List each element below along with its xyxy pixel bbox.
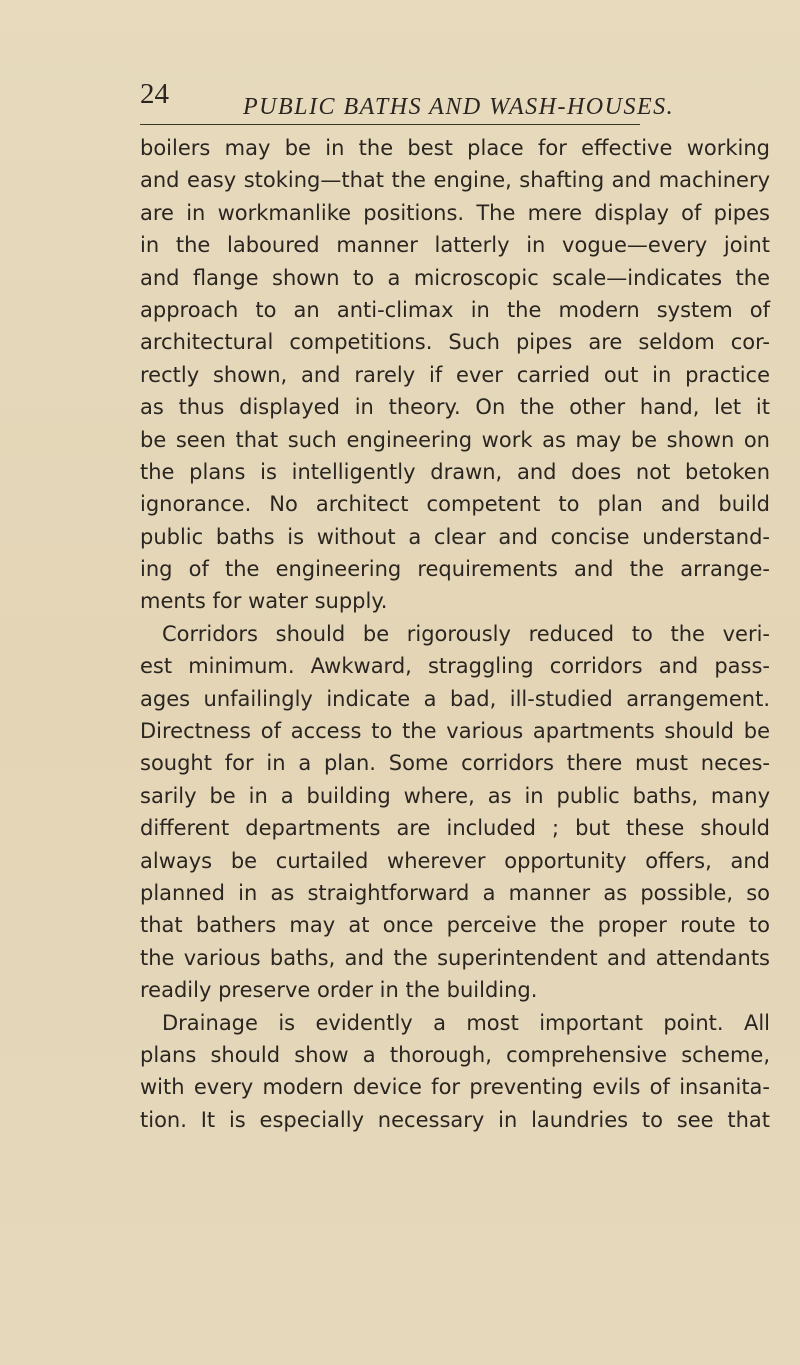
text-line: approach to an anti-climax in the modern system of (140, 297, 770, 322)
text-line: different departments are included ; but these should (140, 816, 770, 841)
text-line: Directness of access to the various apartments should be (140, 719, 770, 744)
text-line: with every modern device for preventing evils of insanita- (140, 1075, 770, 1100)
text-line: and easy stoking—that the engine, shafting and machinery (140, 168, 770, 193)
text-line: are in workmanlike positions. The mere display of pipes (140, 200, 770, 225)
text-line: architectural competitions. Such pipes are seldom cor- (140, 330, 770, 355)
text-line: rectly shown, and rarely if ever carried out in practice (140, 362, 770, 387)
text-line: tion. It is especially necessary in laundries to see that (140, 1107, 770, 1132)
text-line: always be curtailed wherever opportunity offers, and (140, 848, 770, 873)
text-line: sarily be in a building where, as in public baths, many (140, 783, 770, 808)
text-line: Drainage is evidently a most important point. All (162, 1010, 770, 1035)
text-line: boilers may be in the best place for effective working (140, 136, 770, 160)
text-line: ing of the engineering requirements and the arrange- (140, 557, 770, 582)
header-rule (140, 124, 640, 125)
running-title: PUBLIC BATHS AND WASH-HOUSES. (243, 94, 675, 120)
text-line: ages unfailingly indicate a bad, ill-studied arrangement. (140, 686, 770, 711)
text-line: in the laboured manner latterly in vogue—every joint (140, 233, 770, 258)
page-number: 24 (140, 78, 169, 110)
text-line: the plans is intelligently drawn, and does not betoken (140, 459, 770, 484)
text-line: public baths is without a clear and concise understand- (140, 524, 770, 549)
running-head (0, 78, 800, 118)
body-text (140, 132, 770, 1136)
text-line: that bathers may at once perceive the proper route to (140, 913, 770, 938)
text-line: be seen that such engineering work as may be shown on (140, 427, 770, 452)
text-line: est minimum. Awkward, straggling corridors and pass- (140, 654, 770, 679)
text-line: plans should show a thorough, comprehensive scheme, (140, 1042, 770, 1067)
text-line: sought for in a plan. Some corridors there must neces- (140, 751, 770, 776)
text-line: readily preserve order in the building. (140, 978, 538, 1003)
text-line: ignorance. No architect competent to plan and build (140, 492, 770, 517)
text-line: and flange shown to a microscopic scale—indicates the (140, 265, 770, 290)
text-line: the various baths, and the superintendent and attendants (140, 945, 770, 970)
text-line: as thus displayed in theory. On the other hand, let it (140, 395, 770, 420)
text-line: ments for water supply. (140, 589, 388, 614)
text-line: Corridors should be rigorously reduced to the veri- (162, 621, 770, 646)
text-line: planned in as straightforward a manner as possible, so (140, 880, 770, 905)
